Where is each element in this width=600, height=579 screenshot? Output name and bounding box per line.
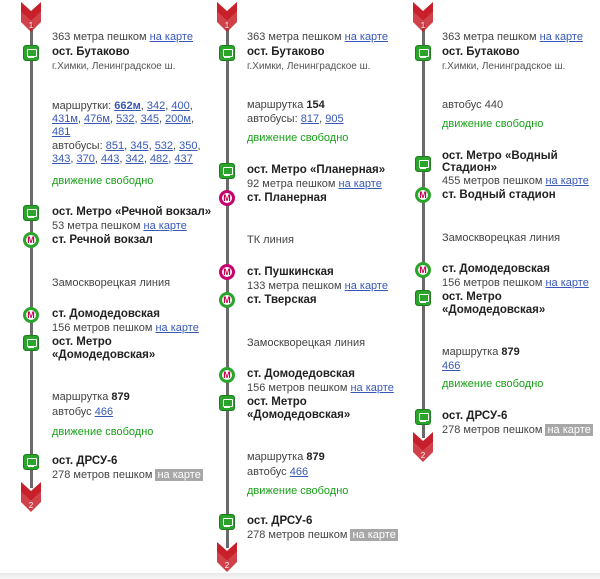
map-link[interactable]: на карте [545, 175, 589, 187]
route-link[interactable]: 443 [100, 153, 120, 165]
traffic-status: движение свободно [442, 118, 544, 130]
bus-list: 343, 370, 443, 342, 482, 437 [52, 153, 193, 165]
walk-start: 363 метра пешком на карте [442, 31, 583, 43]
traffic-status: движение свободно [442, 378, 544, 390]
metro-station: ст. Водный стадион [442, 189, 556, 201]
bus-list: автобус 466 [247, 466, 309, 478]
walk-end: 278 метров пешком на карте [247, 529, 396, 541]
route-link[interactable]: 370 [76, 153, 95, 165]
minibus-list: маршрутки: 662м, 342, 400, [52, 100, 193, 112]
svg-text:2: 2 [224, 561, 230, 570]
route-link[interactable]: 905 [325, 113, 344, 125]
metro-icon: M [219, 367, 235, 383]
map-link[interactable]: на карте [157, 469, 201, 481]
route-link[interactable]: 345 [140, 113, 159, 125]
route-link[interactable]: 350 [179, 140, 198, 152]
stop-transfer: ост. Метро [52, 336, 112, 348]
bus-stop-icon [415, 45, 431, 61]
map-link[interactable]: на карте [149, 31, 193, 43]
route-link[interactable]: 851 [105, 140, 125, 152]
bus-stop-icon [23, 205, 39, 221]
route-2 [200, 0, 400, 579]
route-link[interactable]: 342 [146, 100, 166, 112]
walk-end: 278 метров пешком на карте [442, 424, 591, 436]
route-link[interactable]: 466 [442, 360, 461, 372]
walk-transfer: 156 метров пешком на карте [247, 382, 394, 394]
metro-station: ст. Домодедовская [247, 368, 355, 380]
walk-transfer: 53 метра пешком на карте [52, 220, 187, 232]
walk-end: 278 метров пешком на карте [52, 469, 201, 481]
start-pin-icon[interactable] [213, 2, 241, 34]
bus-stop-icon [219, 395, 235, 411]
traffic-status: движение свободно [247, 132, 349, 144]
route-link[interactable]: 476м [84, 113, 110, 125]
metro-line: Замоскворецкая линия [442, 232, 561, 244]
stop-transfer: ост. Метро [247, 396, 307, 408]
stop-address: г.Химки, Ленинградское ш. [247, 61, 371, 72]
route-link[interactable]: 482 [149, 153, 169, 165]
bus-stop-icon [23, 335, 39, 351]
map-link[interactable]: на карте [547, 424, 591, 436]
end-pin-icon[interactable] [17, 482, 45, 514]
bus-stop-icon [415, 156, 431, 172]
svg-text:2: 2 [420, 451, 426, 460]
route-line [30, 24, 33, 488]
metro-icon: M [23, 307, 39, 323]
metro-station: ст. Тверская [247, 294, 317, 306]
stop-transfer: «Домодедовская» [442, 304, 546, 316]
stop-address: г.Химки, Ленинградское ш. [52, 61, 176, 72]
route-link[interactable]: 200м [165, 113, 191, 125]
stop-transfer: Стадион» [442, 162, 498, 174]
route-link[interactable]: 345 [130, 140, 149, 152]
minibus-list: маршрутка 879 [52, 391, 130, 403]
stop-transfer: ост. Метро [442, 291, 502, 303]
route-link[interactable]: 466 [94, 406, 114, 418]
bus-stop-icon [415, 290, 431, 306]
stop-transfer: «Домодедовская» [52, 349, 156, 361]
bus-list: автобусы: 851, 345, 532, 350, [52, 140, 201, 152]
map-link[interactable]: на карте [344, 280, 388, 292]
svg-text:2: 2 [28, 501, 34, 510]
route-1 [0, 0, 212, 579]
metro-icon: M [219, 264, 235, 280]
minibus-list: 431м, 476м, 532, 345, 200м, [52, 113, 195, 125]
stop-transfer: ост. Метро «Планерная» [247, 164, 386, 176]
metro-icon: M [415, 187, 431, 203]
route-3 [400, 0, 600, 579]
map-link[interactable]: на карте [155, 322, 199, 334]
metro-station: ст. Домодедовская [442, 263, 550, 275]
stop-end: ост. ДРСУ-6 [247, 515, 313, 527]
bus-list: автобус 440 [442, 99, 504, 111]
metro-line: ТК линия [247, 234, 294, 246]
metro-icon: M [415, 262, 431, 278]
walk-transfer: 133 метра пешком на карте [247, 280, 388, 292]
traffic-status: движение свободно [52, 175, 154, 187]
route-link[interactable]: 431м [52, 113, 78, 125]
route-link[interactable]: 342 [125, 153, 144, 165]
route-link[interactable]: 343 [52, 153, 71, 165]
stop-start: ост. Бутаково [52, 46, 130, 58]
walk-transfer: 156 метров пешком на карте [52, 322, 199, 334]
route-link[interactable]: 481 [52, 126, 71, 138]
stop-end: ост. ДРСУ-6 [52, 455, 118, 467]
metro-icon: M [219, 292, 235, 308]
stop-transfer: ост. Метро «Водный [442, 150, 558, 162]
end-pin-icon[interactable] [213, 542, 241, 574]
map-link[interactable]: на карте [352, 529, 396, 541]
bus-list: автобусы: 817, 905 [247, 113, 344, 125]
bus-stop-icon [415, 409, 431, 425]
bus-stop-icon [219, 45, 235, 61]
bottom-bar [0, 573, 600, 579]
bus-list: автобус 466 [52, 406, 114, 418]
bus-stop-icon [23, 45, 39, 61]
svg-text:1: 1 [224, 21, 230, 30]
metro-station: ст. Домодедовская [52, 308, 160, 320]
route-link[interactable]: 437 [174, 153, 193, 165]
route-link[interactable]: 466 [289, 466, 309, 478]
map-link[interactable]: на карте [338, 178, 382, 190]
metro-line: Замоскворецкая линия [247, 337, 366, 349]
route-link[interactable]: 400 [171, 100, 190, 112]
route-link[interactable]: 532 [116, 113, 135, 125]
route-line [226, 24, 229, 548]
walk-start: 363 метра пешком на карте [52, 31, 193, 43]
minibus-list: маршрутка 879 [247, 451, 325, 463]
start-pin-icon[interactable] [17, 2, 45, 34]
map-link[interactable]: на карте [344, 31, 388, 43]
map-link[interactable]: на карте [545, 277, 589, 289]
metro-icon: M [219, 190, 235, 206]
stop-start: ост. Бутаково [247, 46, 325, 58]
walk-transfer: 455 метров пешком на карте [442, 175, 589, 187]
map-link[interactable]: на карте [350, 382, 394, 394]
route-link[interactable]: 532 [154, 140, 174, 152]
metro-station: ст. Пушкинская [247, 266, 334, 278]
bus-stop-icon [219, 514, 235, 530]
metro-station: ст. Речной вокзал [52, 234, 153, 246]
map-link[interactable]: на карте [539, 31, 583, 43]
stop-transfer: «Домодедовская» [247, 409, 351, 421]
minibus-list: маршрутка 154 [247, 99, 325, 111]
route-link[interactable]: 817 [300, 113, 320, 125]
stop-start: ост. Бутаково [442, 46, 520, 58]
metro-icon: M [23, 232, 39, 248]
stop-transfer: ост. Метро «Речной вокзал» [52, 206, 212, 218]
walk-transfer: 92 метра пешком на карте [247, 178, 382, 190]
metro-line: Замоскворецкая линия [52, 277, 171, 289]
stop-address: г.Химки, Ленинградское ш. [442, 61, 566, 72]
start-pin-icon[interactable] [409, 2, 437, 34]
stop-end: ост. ДРСУ-6 [442, 410, 508, 422]
metro-station: ст. Планерная [247, 192, 327, 204]
end-pin-icon[interactable] [409, 432, 437, 464]
svg-text:1: 1 [420, 21, 426, 30]
traffic-status: движение свободно [247, 485, 349, 497]
bus-list [442, 360, 460, 373]
bus-stop-icon [219, 163, 235, 179]
walk-transfer: 156 метров пешком на карте [442, 277, 589, 289]
route-line [422, 24, 425, 438]
minibus-list [52, 126, 70, 139]
svg-text:1: 1 [28, 21, 34, 30]
minibus-list: маршрутка 879 [442, 346, 520, 358]
walk-start: 363 метра пешком на карте [247, 31, 388, 43]
map-link[interactable]: на карте [143, 220, 187, 232]
traffic-status: движение свободно [52, 426, 154, 438]
bus-stop-icon [23, 454, 39, 470]
